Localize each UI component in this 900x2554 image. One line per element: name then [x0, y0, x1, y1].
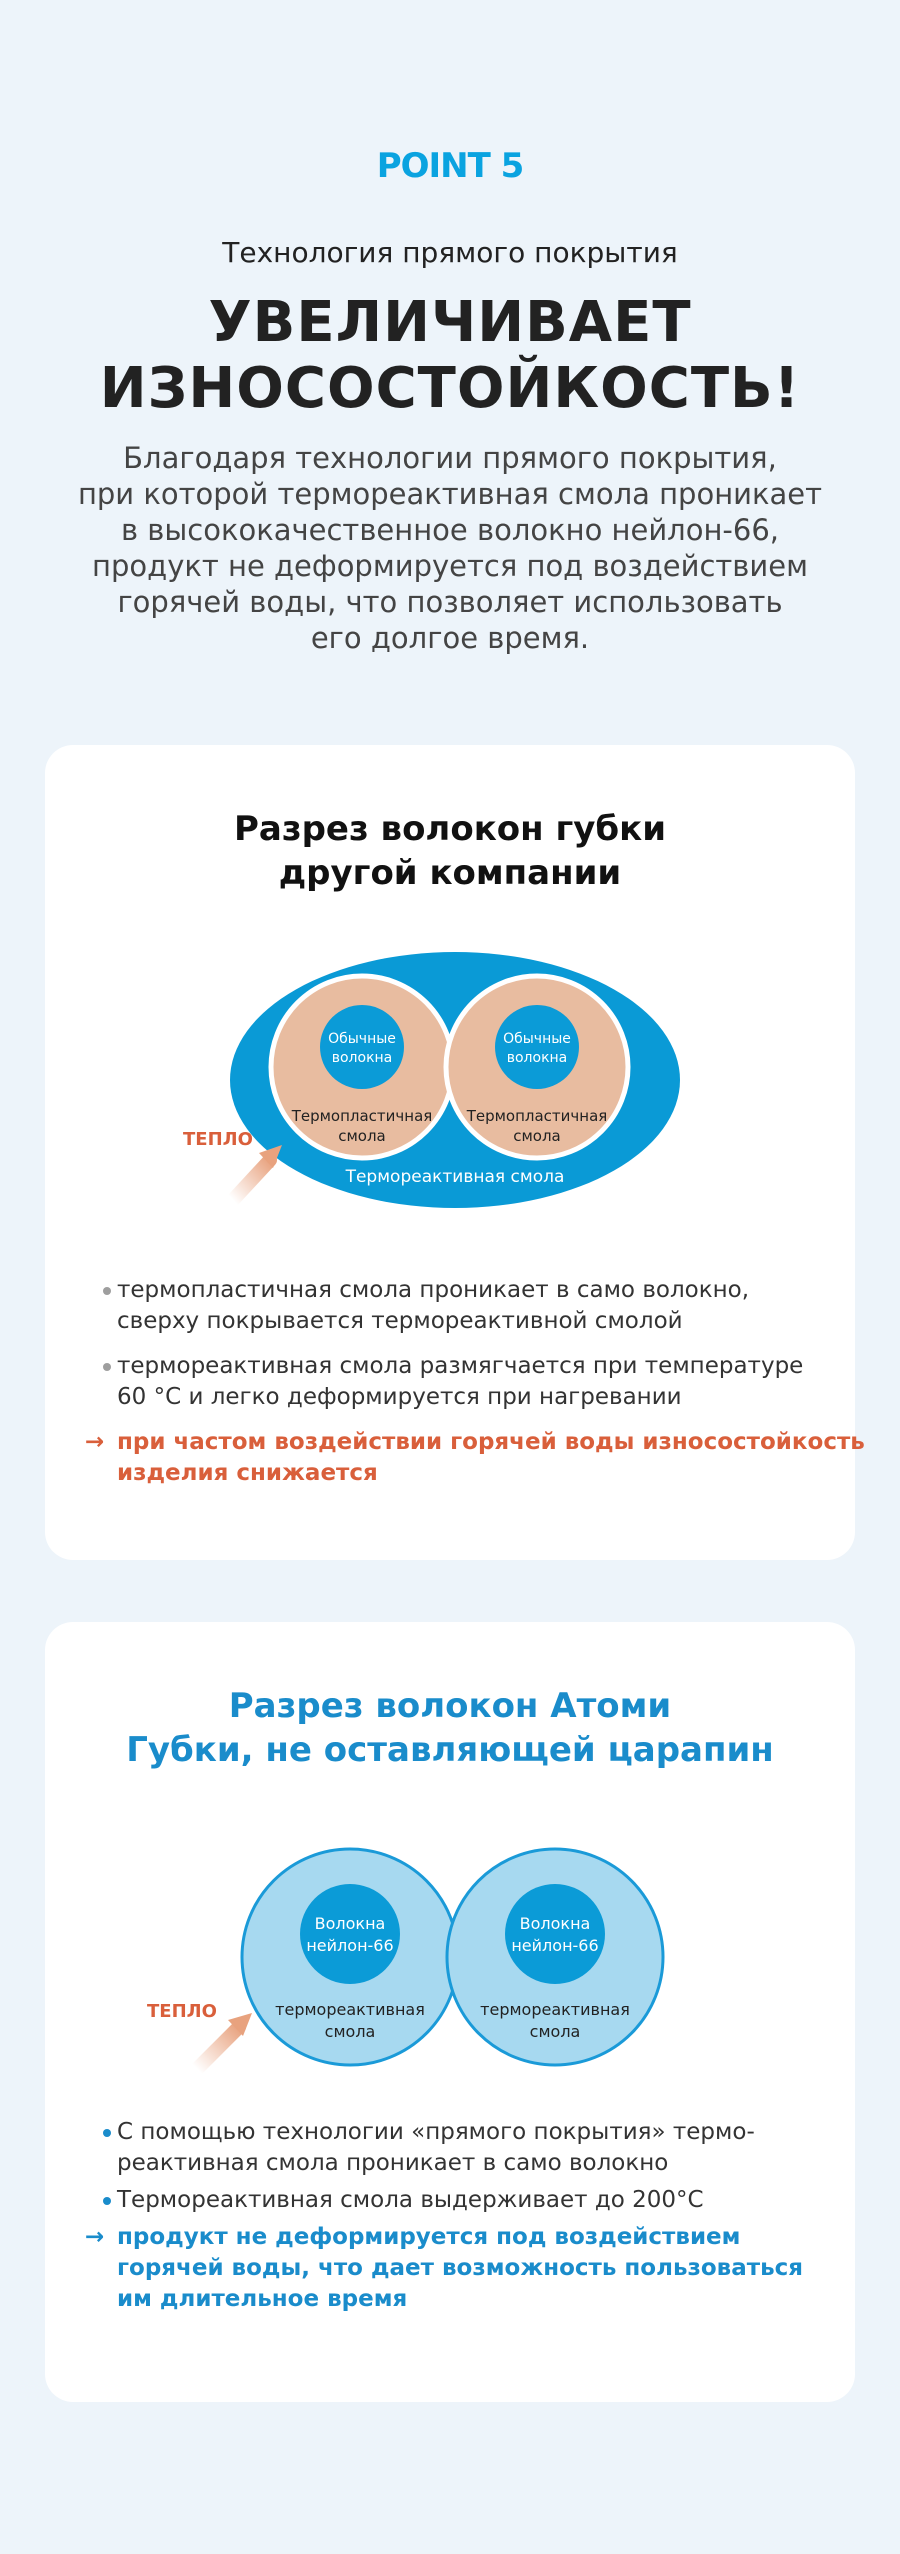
intro-line: Благодаря технологии прямого покрытия, [123, 441, 777, 475]
core-label: волокна [506, 1050, 568, 1066]
note-item: термопластичная смола проникает в само волокно, сверху покрывается термореактивной смолой [85, 1275, 825, 1337]
bullet-icon [103, 2129, 111, 2137]
core-label: нейлон-66 [306, 1936, 394, 1955]
ring-label: смола [513, 1127, 561, 1145]
bullet-icon [103, 2197, 111, 2205]
atomy-title [45, 1684, 855, 1772]
heat-arrow-icon [233, 1145, 282, 1200]
core-label: волокна [331, 1050, 393, 1066]
heat-label: ТЕПЛО [183, 1129, 253, 1150]
ring-label: Термопластичная [291, 1107, 433, 1125]
ring-label: термореактивная [275, 2000, 425, 2019]
core-label: нейлон-66 [511, 1936, 599, 1955]
atomy-notes [85, 2117, 825, 2315]
atomy-card [45, 1622, 855, 2402]
competitor-card [45, 745, 865, 1560]
core-label: Волокна [519, 1914, 591, 1933]
core-label: Обычные [503, 1031, 571, 1047]
fiber-core-right [505, 1884, 605, 1984]
ring-label: термореактивная [480, 2000, 630, 2019]
intro-line: горячей воды, что позволяет использовать [117, 585, 783, 619]
subtitle: Технология прямого покрытия [222, 236, 678, 269]
intro-line: его долгое время. [310, 621, 590, 655]
competitor-notes [85, 1275, 865, 1489]
note-item: Термореактивная смола выдерживает до 200°С [85, 2185, 825, 2216]
intro-line: в высококачественное волокно нейлон-66, [120, 513, 780, 547]
note-item: С помощью технологии «прямого покрытия» термо- реактивная смола проникает в само волокно [85, 2117, 825, 2179]
arrow-right-icon: → [85, 1429, 105, 1455]
atomy-fiber-diagram [45, 1837, 855, 2097]
headline-line: ИЗНОСОСТОЙКОСТЬ! [99, 356, 801, 421]
ring-label: смола [529, 2022, 581, 2041]
bullet-icon [103, 1287, 111, 1295]
title-line: другой компании [278, 853, 622, 893]
headline [0, 290, 900, 422]
fiber-core-left [320, 1005, 404, 1089]
outer-resin-label: Термореактивная смола [345, 1167, 565, 1187]
fiber-core-right [495, 1005, 579, 1089]
heat-label: ТЕПЛО [147, 2001, 217, 2022]
ring-label: Термопластичная [466, 1107, 608, 1125]
core-label: Волокна [314, 1914, 386, 1933]
point-label: POINT 5 [376, 146, 524, 186]
intro-line: при которой термореактивная смола проникает [77, 477, 823, 511]
competitor-fiber-diagram [45, 945, 855, 1225]
intro-paragraph [60, 440, 840, 656]
title-line: Разрез волокон Атоми [228, 1686, 672, 1726]
intro-line: продукт не деформируется под воздействием [92, 549, 808, 583]
competitor-conclusion: → при частом воздействии горячей воды износостойкость изделия снижается [85, 1429, 865, 1486]
core-label: Обычные [328, 1031, 396, 1047]
atomy-conclusion: → продукт не деформируется под воздействием горячей воды, что дает возможность пользоваться им длительное время [85, 2224, 804, 2312]
note-item: термореактивная смола размягчается при температуре 60 °С и легко деформируется при нагревании [85, 1351, 825, 1413]
ring-label: смола [324, 2022, 376, 2041]
competitor-title [45, 807, 855, 895]
title-line: Губки, не оставляющей царапин [126, 1730, 774, 1770]
arrow-right-icon: → [85, 2224, 105, 2250]
fiber-core-left [300, 1884, 400, 1984]
title-line: Разрез волокон губки [233, 809, 667, 849]
bullet-icon [103, 1363, 111, 1371]
headline-line: УВЕЛИЧИВАЕТ [208, 290, 692, 355]
ring-label: смола [338, 1127, 386, 1145]
